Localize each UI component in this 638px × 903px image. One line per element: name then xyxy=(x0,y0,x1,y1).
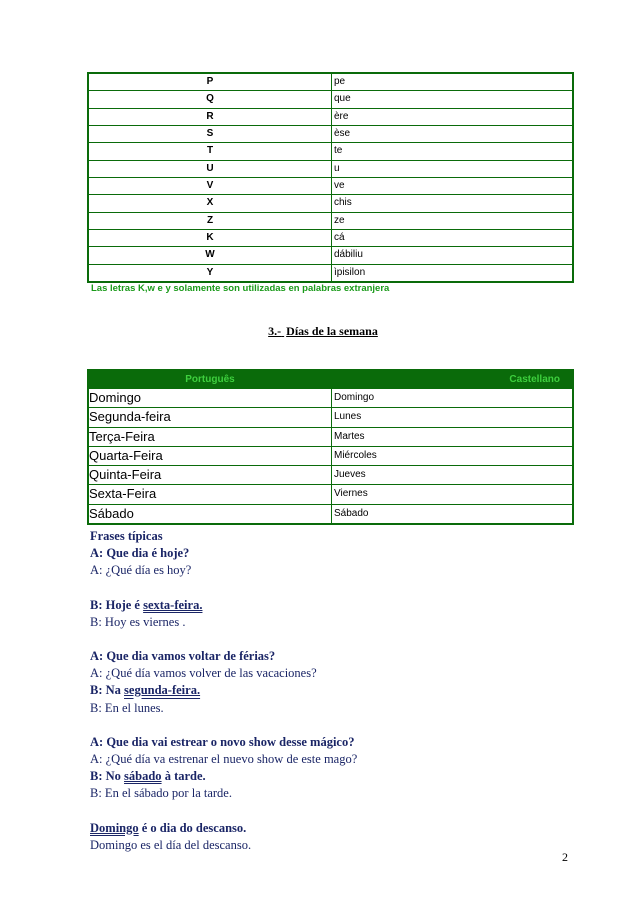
day-portugues: Terça-Feira xyxy=(89,428,155,444)
days-row xyxy=(89,504,572,523)
alphabet-letter-name: èse xyxy=(331,126,572,142)
days-row xyxy=(89,446,572,465)
alphabet-row xyxy=(89,264,572,281)
section-number: 3.- xyxy=(268,324,282,338)
alphabet-letter-name: ve xyxy=(331,178,572,194)
phrase-a2: A: Que dia vamos voltar de férias? xyxy=(90,649,276,664)
day-castellano: Lunes xyxy=(331,408,572,426)
alphabet-letter-name: ze xyxy=(331,213,572,229)
phrase-b3-suffix: à tarde. xyxy=(161,769,206,784)
day-castellano: Viernes xyxy=(331,485,572,503)
alphabet-row xyxy=(89,246,572,263)
phrases-heading: Frases típicas xyxy=(90,529,163,543)
alphabet-table xyxy=(87,72,574,283)
phrase-b1-es: B: Hoy es viernes . xyxy=(90,614,186,629)
alphabet-letter: T xyxy=(206,145,214,157)
day-portugues: Domingo xyxy=(89,390,142,405)
phrase-b1 xyxy=(90,597,357,614)
phrase-d-suffix: é o dia do descanso. xyxy=(138,820,247,835)
alphabet-row xyxy=(89,229,572,246)
alphabet-letter-name: ère xyxy=(331,109,572,125)
header-castellano: Castellano xyxy=(331,371,572,388)
phrase-b2-es: B: En el lunes. xyxy=(90,700,164,715)
phrase-b3 xyxy=(90,768,357,785)
phrase-b3-prefix: B: No xyxy=(90,769,125,784)
days-row xyxy=(89,407,572,426)
phrase-b2 xyxy=(90,682,357,699)
alphabet-letter: K xyxy=(206,231,214,243)
days-row xyxy=(89,465,572,484)
days-row xyxy=(89,427,572,446)
days-table xyxy=(87,369,574,525)
phrase-a1-es: A: ¿Qué día es hoy? xyxy=(90,563,192,578)
alphabet-letter: W xyxy=(205,249,215,261)
alphabet-row xyxy=(89,74,572,90)
alphabet-letter: Z xyxy=(206,214,214,226)
phrase-b1-day: sexta-feira. xyxy=(143,597,203,612)
phrases-section xyxy=(90,528,357,854)
phrase-d-es: Domingo es el día del descanso. xyxy=(90,837,252,852)
alphabet-letter: S xyxy=(206,127,214,139)
alphabet-letter: U xyxy=(206,162,214,174)
alphabet-letter-name: u xyxy=(331,161,572,177)
phrase-a2-es: A: ¿Qué día vamos volver de las vacaciones? xyxy=(90,666,317,681)
phrase-d xyxy=(90,820,357,837)
day-portugues: Sábado xyxy=(89,505,134,521)
phrase-b2-day: segunda-feira. xyxy=(124,683,201,698)
alphabet-letter: X xyxy=(206,197,214,209)
day-portugues: Quarta-Feira xyxy=(89,447,163,463)
day-castellano: Sábado xyxy=(331,505,572,523)
phrase-a3-es: A: ¿Qué día va estrenar el nuevo show de este mago? xyxy=(90,752,358,767)
phrase-b3-day: sábado xyxy=(124,769,162,784)
day-castellano: Jueves xyxy=(331,466,572,484)
alphabet-row xyxy=(89,108,572,125)
day-castellano: Miércoles xyxy=(331,447,572,465)
alphabet-letter: V xyxy=(206,179,214,191)
day-portugues: Sexta-Feira xyxy=(89,486,157,502)
alphabet-letter-name: te xyxy=(331,143,572,159)
phrase-a3: A: Que dia vai estrear o novo show desse mágico? xyxy=(90,734,355,749)
day-portugues: Quinta-Feira xyxy=(89,467,162,483)
phrase-d-day: Domingo xyxy=(90,820,139,835)
day-portugues: Segunda-feira xyxy=(89,409,171,425)
alphabet-letter: R xyxy=(206,110,214,122)
foreign-letters-note: Las letras K,w e y solamente son utilizadas en palabras extranjera xyxy=(91,283,390,294)
alphabet-letter-name: pe xyxy=(331,74,572,90)
day-castellano: Martes xyxy=(331,428,572,446)
section-heading: Días de la semana xyxy=(286,324,378,338)
days-table-header xyxy=(89,371,572,388)
days-row xyxy=(89,388,572,407)
alphabet-row xyxy=(89,194,572,211)
alphabet-row xyxy=(89,142,572,159)
phrase-a1: A: Que dia é hoje? xyxy=(90,546,190,561)
page-number: 2 xyxy=(562,850,568,864)
alphabet-row xyxy=(89,177,572,194)
phrase-b2-prefix: B: Na xyxy=(90,683,125,698)
alphabet-letter-name: cá xyxy=(331,230,572,246)
alphabet-letter-name: chis xyxy=(331,195,572,211)
day-castellano: Domingo xyxy=(331,389,572,407)
alphabet-letter: P xyxy=(206,76,214,87)
alphabet-row xyxy=(89,125,572,142)
phrase-b3-es: B: En el sábado por la tarde. xyxy=(90,786,232,801)
alphabet-letter-name: dábiliu xyxy=(331,247,572,263)
alphabet-row xyxy=(89,90,572,107)
alphabet-letter: Q xyxy=(206,93,214,105)
header-portugues: Português xyxy=(185,374,235,385)
alphabet-letter: Y xyxy=(206,266,214,278)
alphabet-row xyxy=(89,160,572,177)
days-row xyxy=(89,484,572,503)
phrase-b1-prefix: B: Hoje é xyxy=(90,597,144,612)
section-title xyxy=(0,324,638,339)
alphabet-letter-name: que xyxy=(331,91,572,107)
alphabet-letter-name: ìpisilon xyxy=(331,265,572,281)
alphabet-row xyxy=(89,212,572,229)
